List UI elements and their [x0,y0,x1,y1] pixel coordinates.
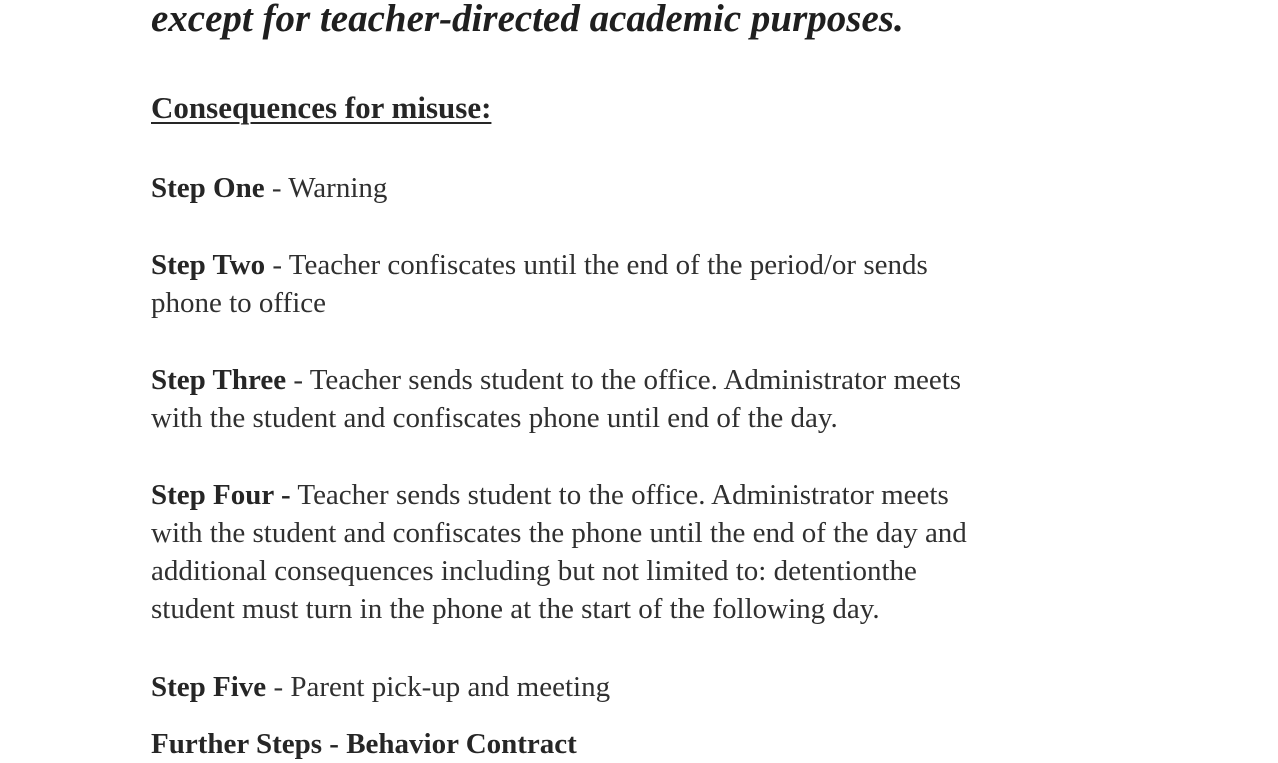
step-three-separator: - [286,364,310,396]
further-steps-line: Further Steps - Behavior Contract [151,728,577,760]
step-three-label: Step Three [151,364,287,396]
step-two-separator: - [265,249,289,281]
step-two-label: Step Two [151,249,266,281]
step-four-text: Teacher sends student to the office. Administrator meets with the student and confiscates the phone until the end of the day and additional consequences including but not limited to: detentionthe student must turn in the phone at the start of the following day. [151,479,967,625]
step-five-label: Step Five [151,671,267,703]
step-one-label: Step One [151,172,265,204]
step-two-paragraph [151,246,928,322]
step-one-separator: - [264,172,289,204]
step-one-paragraph [151,169,387,207]
step-three-text: Teacher sends student to the office. Administrator meets with the student and confiscates phone until end of the day. [151,364,962,434]
step-five-text: Parent pick-up and meeting [290,671,611,703]
step-one-text: Warning [288,172,388,204]
consequences-heading: Consequences for misuse: [151,90,492,125]
step-two-text: Teacher confiscates until the end of the period/or sends phone to office [151,249,928,319]
intro-line: except for teacher-directed academic purposes. [151,0,904,40]
step-five-paragraph [151,668,610,706]
step-three-paragraph [151,361,961,437]
step-four-label: Step Four - [151,479,291,511]
step-four-paragraph [151,476,967,628]
step-five-separator: - [266,671,291,703]
